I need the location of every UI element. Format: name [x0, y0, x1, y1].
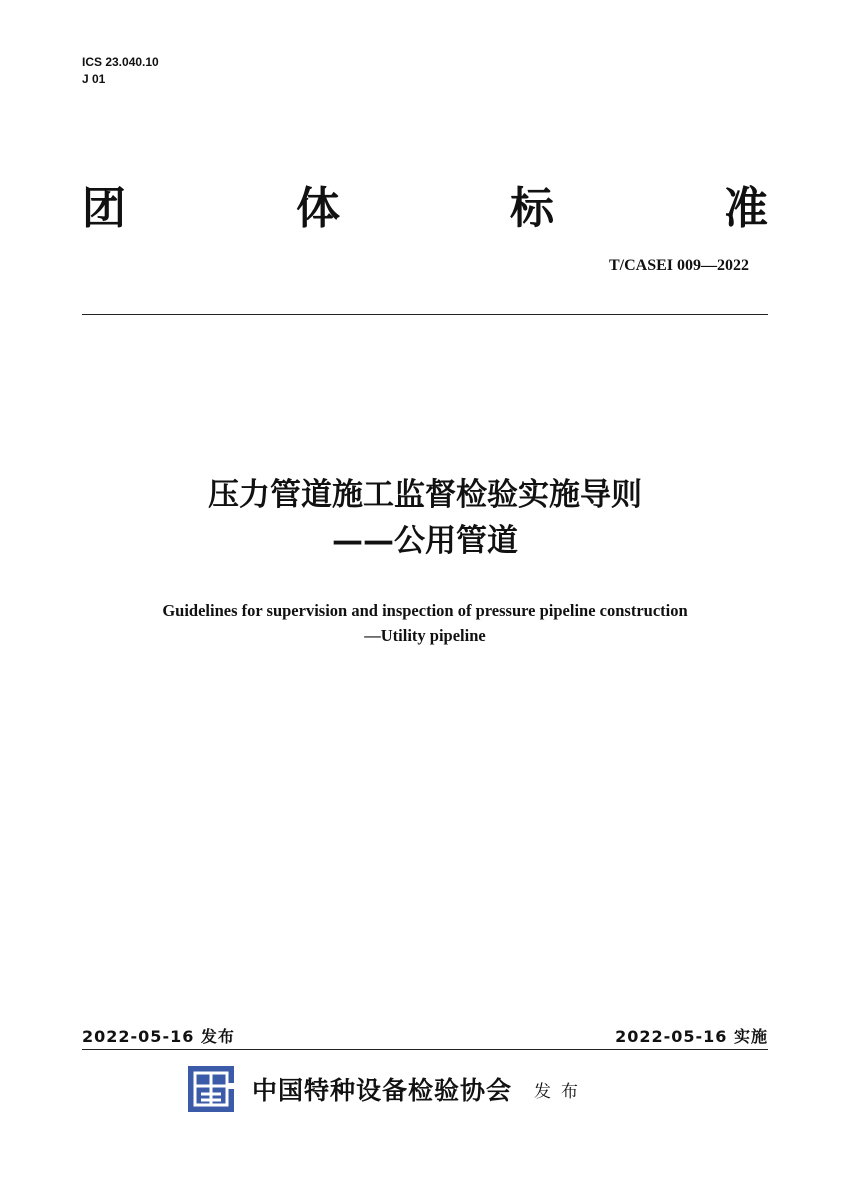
chinese-title-line2: ——公用管道 — [332, 523, 518, 559]
bottom-divider — [82, 1049, 768, 1050]
chinese-title — [0, 472, 850, 564]
publisher-block — [188, 1066, 588, 1112]
association-logo-icon — [188, 1066, 234, 1112]
top-divider — [82, 314, 768, 315]
standard-type-heading — [82, 172, 768, 236]
standard-type-char: 团 — [82, 183, 126, 234]
chinese-title-line1: 压力管道施工监督检验实施导则 — [208, 477, 642, 513]
publisher-name: 中国特种设备检验协会 — [252, 1076, 513, 1105]
english-title-line2: —Utility pipeline — [364, 626, 486, 645]
classification-code: J 01 — [82, 72, 106, 86]
standard-type-char: 体 — [296, 183, 340, 234]
english-title — [0, 598, 850, 648]
ics-code: ICS 23.040.10 — [82, 55, 159, 69]
document-meta — [82, 54, 159, 88]
implement-date: 2022-05-16 实施 — [615, 1027, 768, 1046]
standard-number: T/CASEI 009—2022 — [608, 257, 749, 274]
dates-row — [82, 1024, 768, 1047]
english-title-line1: Guidelines for supervision and inspection of pressure pipeline construction — [162, 601, 688, 620]
publisher-issued: 发布 — [534, 1081, 589, 1102]
standard-type-char: 标 — [510, 183, 554, 234]
publish-date: 2022-05-16 发布 — [82, 1027, 235, 1046]
standard-type-char: 准 — [724, 183, 768, 234]
